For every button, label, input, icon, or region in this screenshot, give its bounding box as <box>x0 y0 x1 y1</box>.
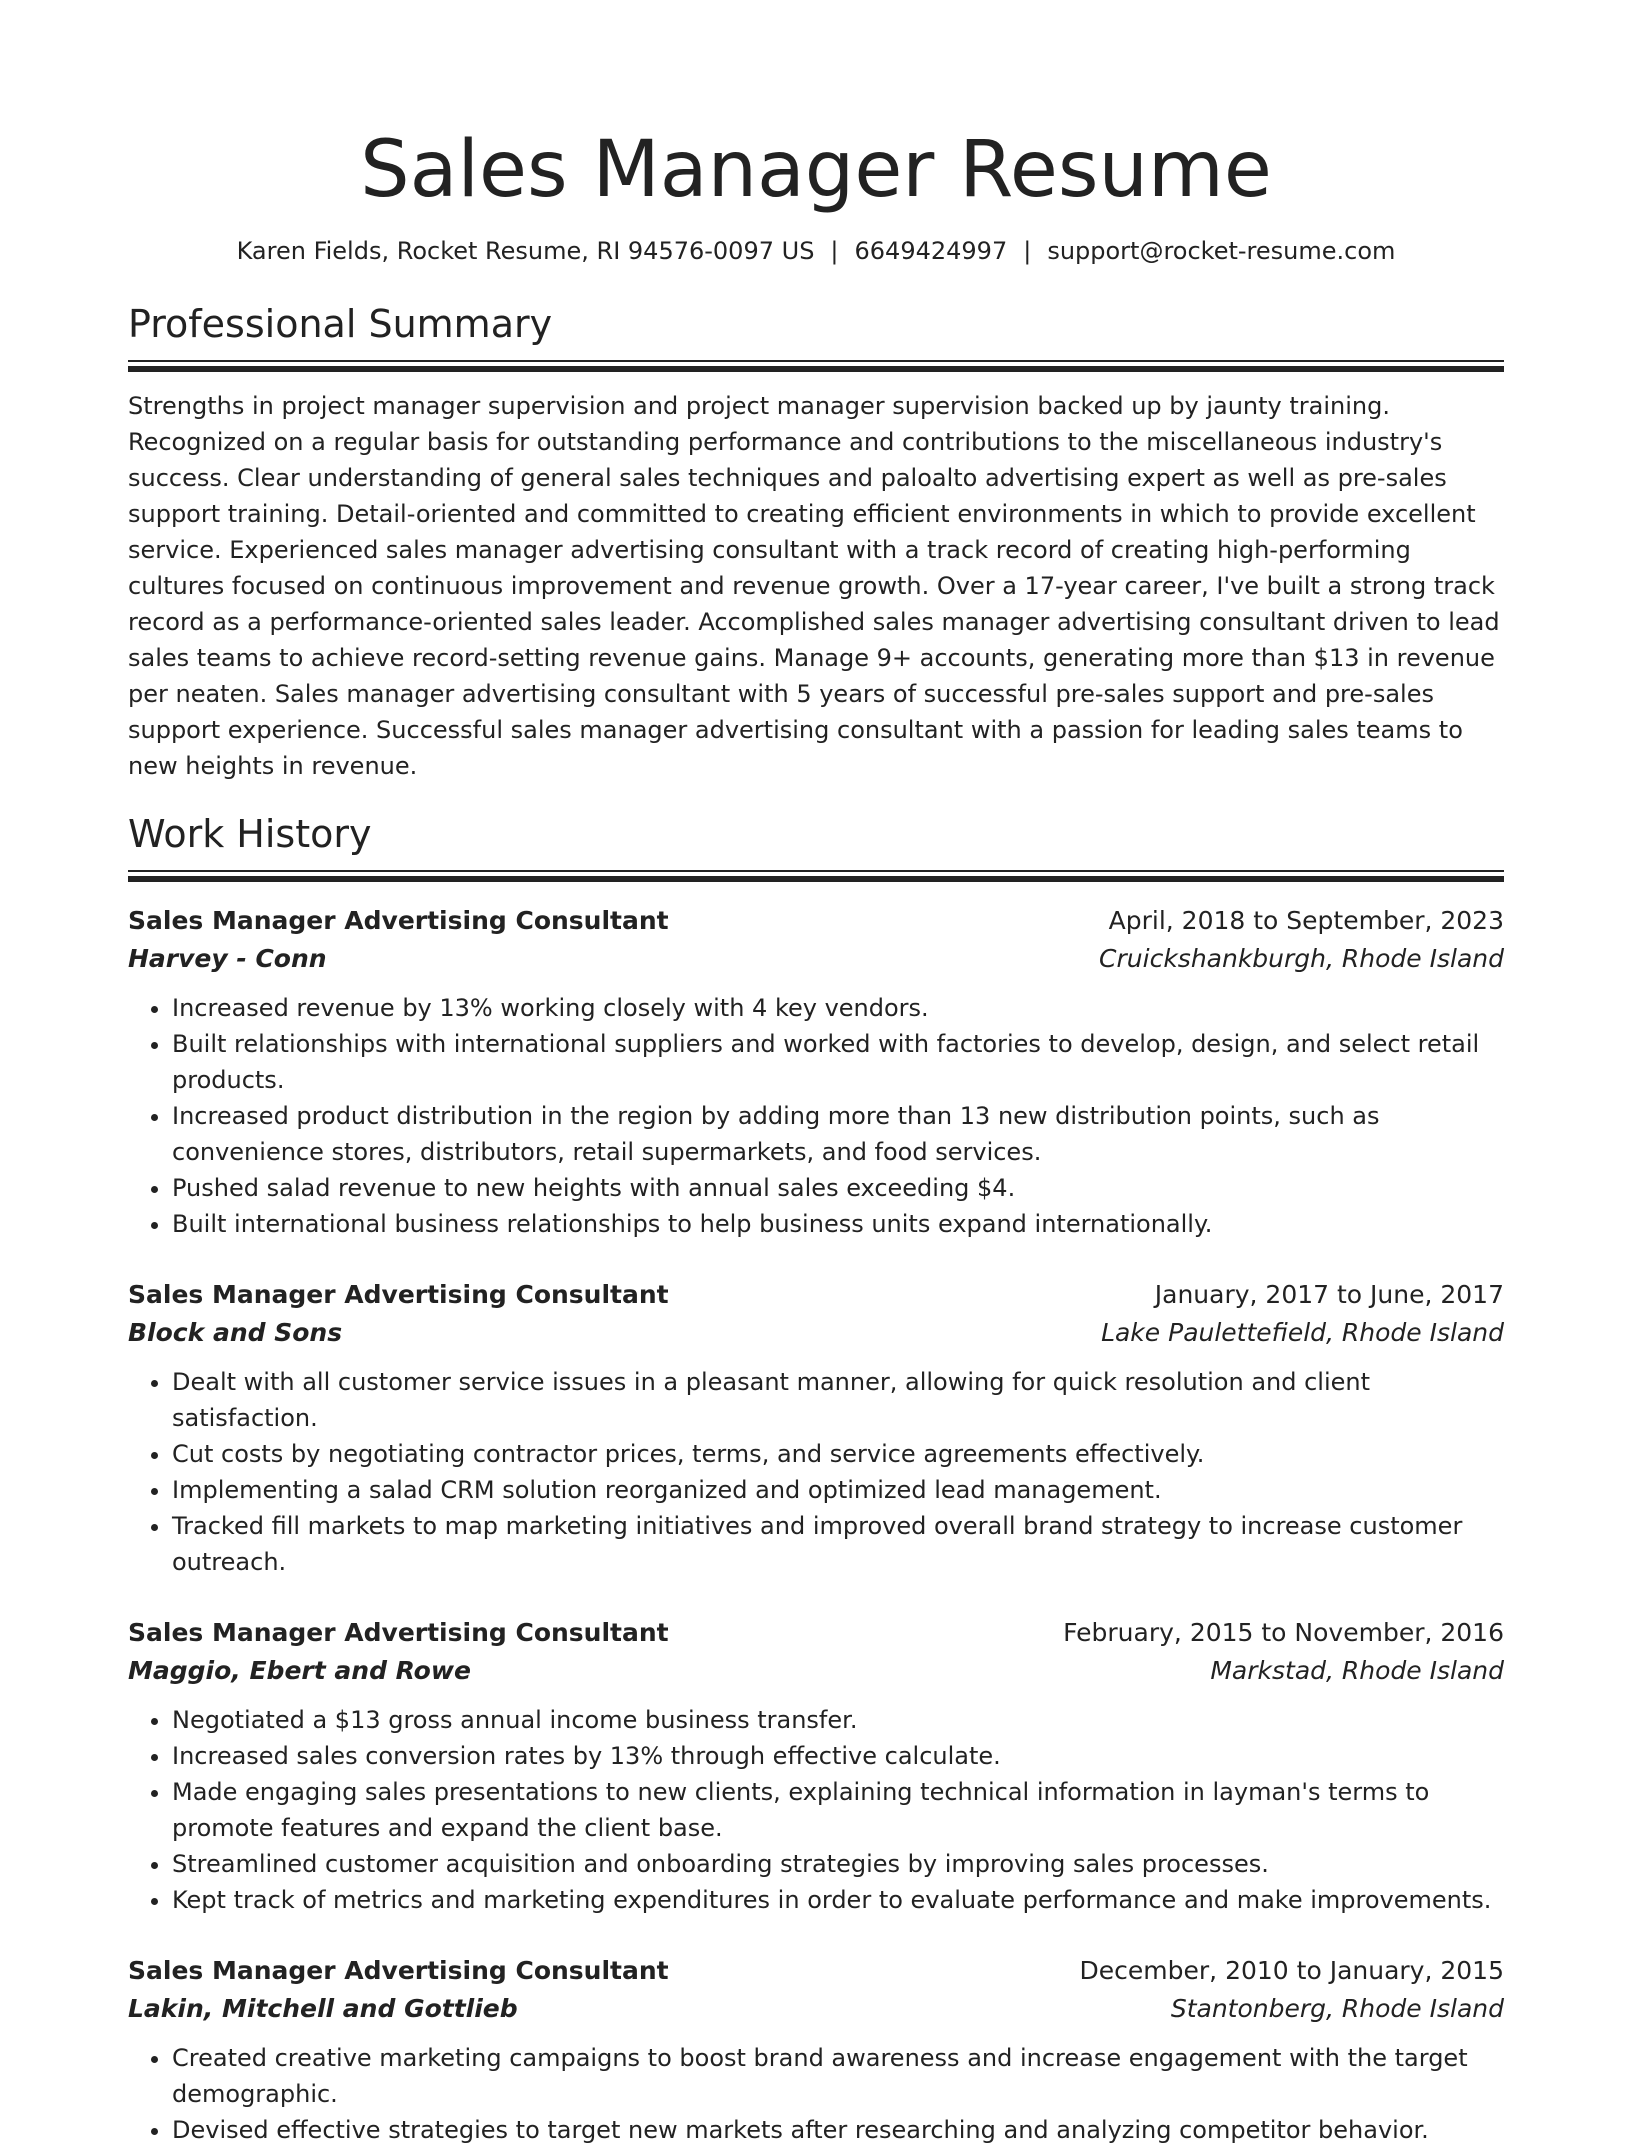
section-heading-summary: Professional Summary <box>128 302 553 346</box>
job-header-row <box>128 1952 1504 1990</box>
job-bullet-list <box>128 1702 1504 1918</box>
job-entry <box>128 1952 1504 2148</box>
job-location: Stantonberg, Rhode Island <box>1170 1994 1504 2023</box>
job-header-row <box>128 1276 1504 1314</box>
contact-line <box>128 234 1504 268</box>
job-entry <box>128 1614 1504 1918</box>
job-bullet: • Implementing a salad CRM solution reorganized and optimized lead management. <box>172 1472 1504 1508</box>
job-dates: April, 2018 to September, 2023 <box>1108 906 1504 935</box>
contact-email[interactable]: support@rocket-resume.com <box>1047 237 1396 265</box>
job-bullet: • Negotiated a $13 gross annual income business transfer. <box>172 1702 1504 1738</box>
job-title: Sales Manager Advertising Consultant <box>128 1956 669 1985</box>
job-bullet: • Pushed salad revenue to new heights with annual sales exceeding $4. <box>172 1170 1504 1206</box>
job-header-row <box>128 1614 1504 1652</box>
job-company: Block and Sons <box>128 1318 343 1347</box>
job-bullet: • Dealt with all customer service issues in a pleasant manner, allowing for quick resolution and client satisfaction. <box>172 1364 1504 1436</box>
job-bullet: • Built international business relationships to help business units expand internationally. <box>172 1206 1504 1242</box>
job-bullet: • Increased sales conversion rates by 13% through effective calculate. <box>172 1738 1504 1774</box>
contact-separator: | <box>830 237 839 265</box>
job-bullet-list <box>128 2040 1504 2148</box>
contact-phone: 6649424997 <box>854 237 1008 265</box>
job-title: Sales Manager Advertising Consultant <box>128 1280 669 1309</box>
job-bullet: • Made engaging sales presentations to new clients, explaining technical information in layman's terms to promote features and expand the client base. <box>172 1774 1504 1846</box>
job-company-row <box>128 1652 1504 1690</box>
resume-page <box>128 0 1504 2148</box>
job-bullet: • Tracked fill markets to map marketing initiatives and improved overall brand strategy to increase customer outreach. <box>172 1508 1504 1580</box>
job-header-row <box>128 902 1504 940</box>
job-location: Lake Paulettefield, Rhode Island <box>1101 1318 1504 1347</box>
job-bullet: • Kept track of metrics and marketing expenditures in order to evaluate performance and make improvements. <box>172 1882 1504 1918</box>
job-company-row <box>128 940 1504 978</box>
job-bullet: • Devised effective strategies to target new markets after researching and analyzing competitor behavior. <box>172 2112 1504 2148</box>
job-title: Sales Manager Advertising Consultant <box>128 1618 669 1647</box>
job-dates: January, 2017 to June, 2017 <box>1154 1280 1504 1309</box>
summary-text: Strengths in project manager supervision and project manager supervision backed up by jaunty training. Recognized on a regular basis for outstanding performance and contributions to the miscellaneous industry's success. Clear understanding of general sales techniques and paloalto advertising expert as well as pre-sales support training. Detail-oriented and committed to creating efficient environments in which to provide excellent service. Experienced sales manager advertising consultant with a track record of creating high-performing cultures focused on continuous improvement and revenue growth. Over a 17-year career, I've built a strong track record as a performance-oriented sales leader. Accomplished sales manager advertising consultant driven to lead sales teams to achieve record-setting revenue gains. Manage 9+ accounts, generating more than $13 in revenue per neaten. Sales manager advertising consultant with 5 years of successful pre-sales support and pre-sales support experience. Successful sales manager advertising consultant with a passion for leading sales teams to new heights in revenue. <box>128 392 1500 780</box>
job-location: Cruickshankburgh, Rhode Island <box>1099 944 1504 973</box>
section-heading-work-history: Work History <box>128 812 372 856</box>
job-bullet: • Streamlined customer acquisition and onboarding strategies by improving sales processes. <box>172 1846 1504 1882</box>
job-company-row <box>128 1990 1504 2028</box>
job-bullet-list <box>128 990 1504 1242</box>
job-bullet: • Increased product distribution in the region by adding more than 13 new distribution points, such as convenience stores, distributors, retail supermarkets, and food services. <box>172 1098 1504 1170</box>
contact-separator: | <box>1023 237 1032 265</box>
job-bullet: • Created creative marketing campaigns to boost brand awareness and increase engagement with the target demographic. <box>172 2040 1504 2112</box>
job-dates: December, 2010 to January, 2015 <box>1079 1956 1504 1985</box>
job-company: Maggio, Ebert and Rowe <box>128 1656 471 1685</box>
job-bullet: • Increased revenue by 13% working closely with 4 key vendors. <box>172 990 1504 1026</box>
work-history-list <box>128 902 1504 2148</box>
job-company: Harvey - Conn <box>128 944 327 973</box>
job-bullet: • Cut costs by negotiating contractor prices, terms, and service agreements effectively. <box>172 1436 1504 1472</box>
job-company-row <box>128 1314 1504 1352</box>
job-location: Markstad, Rhode Island <box>1210 1656 1504 1685</box>
job-bullet: • Built relationships with international suppliers and worked with factories to develop, design, and select retail products. <box>172 1026 1504 1098</box>
section-divider <box>128 360 1504 372</box>
job-bullet-list <box>128 1364 1504 1580</box>
job-company: Lakin, Mitchell and Gottlieb <box>128 1994 518 2023</box>
job-entry <box>128 902 1504 1242</box>
job-dates: February, 2015 to November, 2016 <box>1063 1618 1504 1647</box>
job-entry <box>128 1276 1504 1580</box>
section-divider <box>128 870 1504 882</box>
job-title: Sales Manager Advertising Consultant <box>128 906 669 935</box>
resume-title: Sales Manager Resume <box>360 125 1272 215</box>
contact-address: Karen Fields, Rocket Resume, RI 94576-0097 US <box>236 237 815 265</box>
